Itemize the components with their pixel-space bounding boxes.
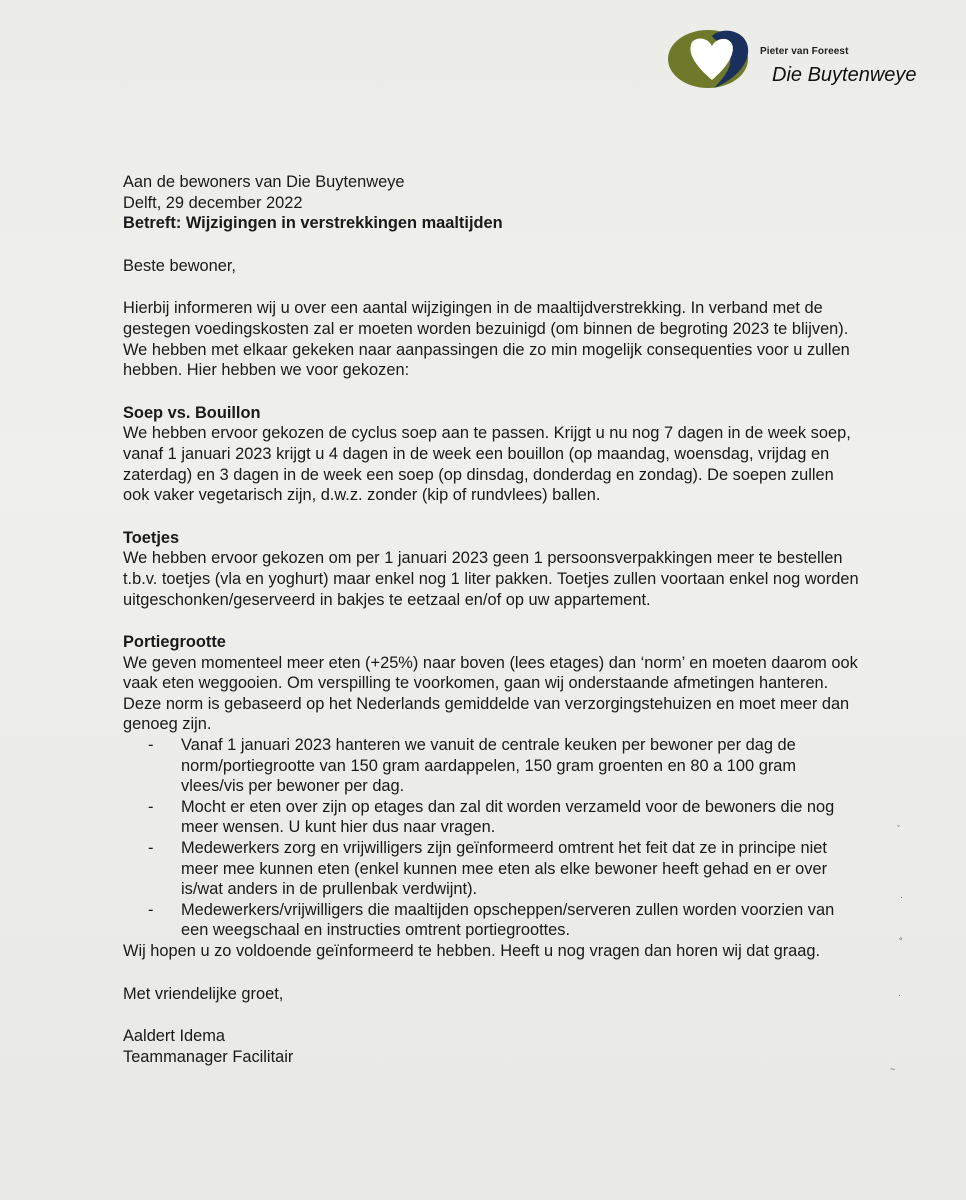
section-body-portiegrootte: We geven momenteel meer eten (+25%) naar boven (lees etages) dan ‘norm’ en moeten daarom ook vaak eten weggooien. Om verspilling te voorkomen, gaan wij onderstaande afmetingen hanteren. Deze norm is gebaseerd op het Nederlands gemiddelde van verzorgingstehuizen en moet meer dan genoeg zijn. [123,653,858,734]
list-item [123,735,863,797]
recipient: Aan de bewoners van Die Buytenweye [123,173,405,191]
paper-speck: ˇ [897,824,900,834]
subject-line: Betreft: Wijzigingen in verstrekkingen maaltijden [123,214,503,233]
logo-subtitle: Pieter van Foreest [760,46,849,57]
intro-paragraph: Hierbij informeren wij u over een aantal wijzigingen in de maaltijdverstrekking. In verband met de gestegen voedingskosten zal er moeten worden bezuinigd (om binnen de begroting 2023 te blijven). We hebben met elkaar gekeken naar aanpassingen die zo min mogelijk consequenties voor u zullen hebben. Hier hebben we voor gekozen: [123,299,850,380]
list-item-text: Vanaf 1 januari 2023 hanteren we vanuit de centrale keuken per bewoner per dag de norm/portiegrootte van 150 gram aardappelen, 150 gram groenten en 80 a 100 gram vlees/vis per bewoner per dag. [181,736,797,796]
bullet-dash: - [148,736,154,755]
signature-title: Teammanager Facilitair [123,1047,294,1066]
section-heading-toetjes: Toetjes [123,528,180,547]
section-heading-soep: Soep vs. Bouillon [123,403,261,422]
signature-name: Aaldert Idema [123,1027,226,1046]
paper-speck: · [900,892,903,902]
regards: Met vriendelijke groet, [123,984,284,1003]
section-heading-portiegrootte: Portiegrootte [123,633,226,652]
list-item [123,900,863,941]
organization-logo [668,28,928,98]
salutation: Beste bewoner, [123,256,236,275]
letter-body [123,172,863,1067]
paper-speck: ~ [890,1064,896,1074]
list-item-text: Medewerkers zorg en vrijwilligers zijn geïnformeerd omtrent het feit dat ze in principe niet meer mee kunnen eten (enkel kunnen mee eten als elke bewoner heeft gehad en er over is/wat anders in de prullenbak verdwijnt). [181,839,828,899]
heart-logo-icon [668,28,754,90]
bullet-dash: - [148,839,154,858]
paper-speck: · [898,990,901,1000]
section-body-soep: We hebben ervoor gekozen de cyclus soep aan te passen. Krijgt u nu nog 7 dagen in de week soep, vanaf 1 januari 2023 krijgt u 4 dagen in de week een bouillon (op maandag, woensdag, vrijdag en zaterdag) en 3 dagen in de week een soep (op dinsdag, donderdag en zondag). De soepen zullen ook vaker vegetarisch zijn, d.w.z. zonder (kip of rundvlees) ballen. [123,424,851,505]
portion-rules-list [123,735,863,941]
paper-speck: ° [899,936,903,946]
list-item [123,838,863,900]
list-item [123,797,863,838]
bullet-dash: - [148,900,154,919]
section-body-toetjes: We hebben ervoor gekozen om per 1 januari 2023 geen 1 persoonsverpakkingen meer te bestellen t.b.v. toetjes (vla en yoghurt) maar enkel nog 1 liter pakken. Toetjes zullen voortaan enkel nog worden uitgeschonken/geserveerd in bakjes te eetzaal en/of op uw appartement. [123,549,859,609]
list-item-text: Mocht er eten over zijn op etages dan zal dit worden verzameld voor de bewoners die nog meer wensen. U kunt hier dus naar vragen. [181,797,835,837]
place-date: Delft, 29 december 2022 [123,193,303,212]
bullet-dash: - [148,797,154,816]
logo-name: Die Buytenweye [772,64,917,86]
closing-paragraph: Wij hopen u zo voldoende geïnformeerd te hebben. Heeft u nog vragen dan horen wij dat graag. [123,942,821,960]
list-item-text: Medewerkers/vrijwilligers die maaltijden opscheppen/serveren zullen worden voorzien van een weegschaal en instructies omtrent portiegroottes. [181,900,835,940]
